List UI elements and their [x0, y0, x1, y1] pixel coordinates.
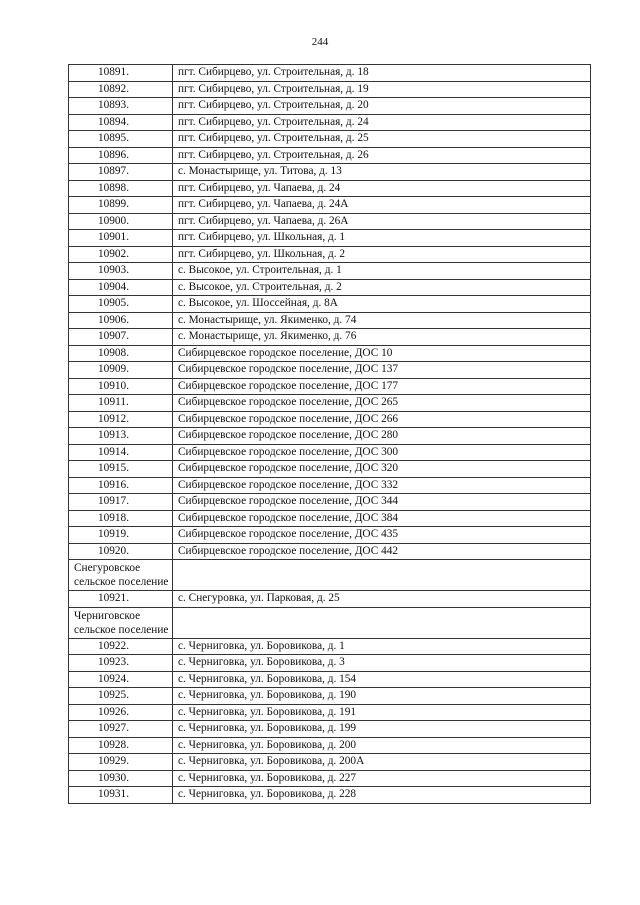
section-title: Снегуровское сельское поселение — [69, 560, 173, 591]
table-group-snegurovskoe — [69, 560, 591, 591]
row-address: с. Черниговка, ул. Боровикова, д. 199 — [173, 721, 591, 738]
section-empty-cell — [173, 560, 591, 591]
row-address: с. Черниговка, ул. Боровикова, д. 200А — [173, 754, 591, 771]
row-number: 10911. — [69, 395, 173, 412]
row-address: с. Черниговка, ул. Боровикова, д. 1 — [173, 638, 591, 655]
row-address: с. Высокое, ул. Шоссейная, д. 8А — [173, 296, 591, 313]
row-number: 10907. — [69, 329, 173, 346]
table-row — [69, 477, 591, 494]
row-address: с. Высокое, ул. Строительная, д. 2 — [173, 279, 591, 296]
table-row — [69, 98, 591, 115]
table-row — [69, 213, 591, 230]
section-header-row — [69, 560, 591, 591]
table-row — [69, 147, 591, 164]
row-number: 10894. — [69, 114, 173, 131]
table-row — [69, 671, 591, 688]
row-number: 10899. — [69, 197, 173, 214]
row-address: с. Черниговка, ул. Боровикова, д. 154 — [173, 671, 591, 688]
row-address: Сибирцевское городское поселение, ДОС 344 — [173, 494, 591, 511]
row-number: 10922. — [69, 638, 173, 655]
row-address: с. Черниговка, ул. Боровикова, д. 227 — [173, 770, 591, 787]
table-row — [69, 510, 591, 527]
table-row — [69, 230, 591, 247]
table-row — [69, 65, 591, 82]
table-row — [69, 411, 591, 428]
table-row — [69, 704, 591, 721]
row-address: Сибирцевское городское поселение, ДОС 266 — [173, 411, 591, 428]
row-address: пгт. Сибирцево, ул. Строительная, д. 19 — [173, 81, 591, 98]
row-number: 10895. — [69, 131, 173, 148]
row-number: 10921. — [69, 591, 173, 608]
row-address: с. Монастырище, ул. Якименко, д. 74 — [173, 312, 591, 329]
table-row — [69, 428, 591, 445]
row-number: 10931. — [69, 787, 173, 804]
table-row — [69, 81, 591, 98]
table-row — [69, 362, 591, 379]
table-row — [69, 591, 591, 608]
table-row — [69, 543, 591, 560]
row-address: Сибирцевское городское поселение, ДОС 442 — [173, 543, 591, 560]
row-number: 10924. — [69, 671, 173, 688]
row-address: Сибирцевское городское поселение, ДОС 10 — [173, 345, 591, 362]
table-row — [69, 754, 591, 771]
row-number: 10913. — [69, 428, 173, 445]
row-address: пгт. Сибирцево, ул. Строительная, д. 26 — [173, 147, 591, 164]
table-row — [69, 444, 591, 461]
row-number: 10902. — [69, 246, 173, 263]
row-number: 10912. — [69, 411, 173, 428]
table-row — [69, 180, 591, 197]
row-number: 10893. — [69, 98, 173, 115]
row-address: с. Черниговка, ул. Боровикова, д. 190 — [173, 688, 591, 705]
row-address: Сибирцевское городское поселение, ДОС 300 — [173, 444, 591, 461]
row-number: 10910. — [69, 378, 173, 395]
row-address: Сибирцевское городское поселение, ДОС 177 — [173, 378, 591, 395]
row-number: 10898. — [69, 180, 173, 197]
row-number: 10929. — [69, 754, 173, 771]
row-address: с. Снегуровка, ул. Парковая, д. 25 — [173, 591, 591, 608]
row-address: пгт. Сибирцево, ул. Строительная, д. 18 — [173, 65, 591, 82]
row-number: 10905. — [69, 296, 173, 313]
row-address: пгт. Сибирцево, ул. Чапаева, д. 26А — [173, 213, 591, 230]
table-row — [69, 246, 591, 263]
table-row — [69, 770, 591, 787]
row-address: Сибирцевское городское поселение, ДОС 137 — [173, 362, 591, 379]
table-row — [69, 296, 591, 313]
row-number: 10928. — [69, 737, 173, 754]
row-number: 10917. — [69, 494, 173, 511]
table-row — [69, 737, 591, 754]
section-title: Черниговское сельское поселение — [69, 607, 173, 638]
table-row — [69, 279, 591, 296]
table-row — [69, 345, 591, 362]
table-row — [69, 164, 591, 181]
row-address: с. Монастырище, ул. Якименко, д. 76 — [173, 329, 591, 346]
row-address: с. Черниговка, ул. Боровикова, д. 3 — [173, 655, 591, 672]
row-number: 10915. — [69, 461, 173, 478]
row-address: пгт. Сибирцево, ул. Строительная, д. 25 — [173, 131, 591, 148]
table-row — [69, 395, 591, 412]
row-address: пгт. Сибирцево, ул. Чапаева, д. 24 — [173, 180, 591, 197]
row-number: 10906. — [69, 312, 173, 329]
row-address: с. Монастырище, ул. Титова, д. 13 — [173, 164, 591, 181]
row-address: пгт. Сибирцево, ул. Чапаева, д. 24А — [173, 197, 591, 214]
table-group-snegurovskoe-rows — [69, 591, 591, 608]
section-header-row — [69, 607, 591, 638]
row-number: 10918. — [69, 510, 173, 527]
table-row — [69, 688, 591, 705]
table-row — [69, 131, 591, 148]
section-empty-cell — [173, 607, 591, 638]
row-address: с. Черниговка, ул. Боровикова, д. 228 — [173, 787, 591, 804]
row-address: пгт. Сибирцево, ул. Строительная, д. 24 — [173, 114, 591, 131]
table-row — [69, 638, 591, 655]
table-row — [69, 527, 591, 544]
row-number: 10919. — [69, 527, 173, 544]
row-address: Сибирцевское городское поселение, ДОС 332 — [173, 477, 591, 494]
row-address: пгт. Сибирцево, ул. Строительная, д. 20 — [173, 98, 591, 115]
address-table — [68, 64, 591, 804]
row-number: 10904. — [69, 279, 173, 296]
row-number: 10900. — [69, 213, 173, 230]
row-address: Сибирцевское городское поселение, ДОС 435 — [173, 527, 591, 544]
row-number: 10926. — [69, 704, 173, 721]
table-row — [69, 378, 591, 395]
table-group-sibirtsevo — [69, 65, 591, 560]
row-address: Сибирцевское городское поселение, ДОС 280 — [173, 428, 591, 445]
row-number: 10927. — [69, 721, 173, 738]
row-number: 10897. — [69, 164, 173, 181]
row-address: с. Высокое, ул. Строительная, д. 1 — [173, 263, 591, 280]
table-row — [69, 329, 591, 346]
row-number: 10914. — [69, 444, 173, 461]
table-row — [69, 312, 591, 329]
table-row — [69, 655, 591, 672]
row-address: Сибирцевское городское поселение, ДОС 384 — [173, 510, 591, 527]
row-address: пгт. Сибирцево, ул. Школьная, д. 2 — [173, 246, 591, 263]
row-number: 10896. — [69, 147, 173, 164]
row-number: 10892. — [69, 81, 173, 98]
row-number: 10908. — [69, 345, 173, 362]
row-address: Сибирцевское городское поселение, ДОС 265 — [173, 395, 591, 412]
row-address: с. Черниговка, ул. Боровикова, д. 200 — [173, 737, 591, 754]
row-number: 10925. — [69, 688, 173, 705]
table-row — [69, 263, 591, 280]
row-address: пгт. Сибирцево, ул. Школьная, д. 1 — [173, 230, 591, 247]
page-number: 244 — [311, 36, 329, 48]
table-row — [69, 721, 591, 738]
table-row — [69, 197, 591, 214]
row-number: 10920. — [69, 543, 173, 560]
row-number: 10923. — [69, 655, 173, 672]
table-row — [69, 494, 591, 511]
row-number: 10930. — [69, 770, 173, 787]
row-address: с. Черниговка, ул. Боровикова, д. 191 — [173, 704, 591, 721]
table-row — [69, 461, 591, 478]
table-group-chernigovskoe-rows — [69, 638, 591, 803]
row-number: 10891. — [69, 65, 173, 82]
row-number: 10903. — [69, 263, 173, 280]
row-address: Сибирцевское городское поселение, ДОС 320 — [173, 461, 591, 478]
row-number: 10909. — [69, 362, 173, 379]
table-group-chernigovskoe — [69, 607, 591, 638]
row-number: 10901. — [69, 230, 173, 247]
table-row — [69, 787, 591, 804]
table-row — [69, 114, 591, 131]
row-number: 10916. — [69, 477, 173, 494]
